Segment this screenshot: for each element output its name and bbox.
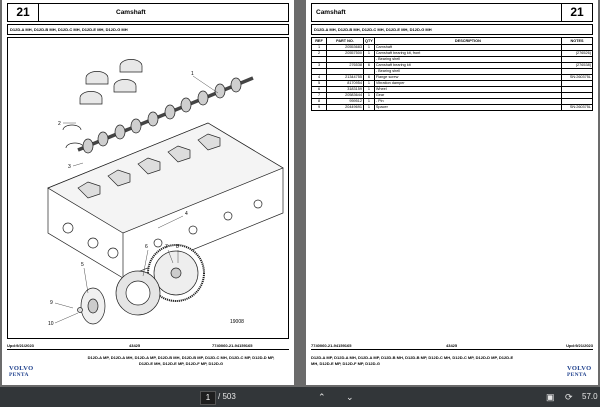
model-list: D12D-A MH, D12D-B MH, D12D-C MH, D12D-E MH, D12D-G MH	[311, 24, 593, 35]
table-row	[312, 105, 593, 111]
cell-ref: 1	[312, 45, 327, 51]
cell-part-no: 276538	[327, 63, 364, 69]
cell-part-no: 959512	[327, 99, 364, 105]
zoom-level[interactable]: 57.0	[582, 392, 598, 401]
cell-qty: 1	[364, 45, 375, 51]
page-footer	[7, 343, 289, 385]
callout-5: 5	[81, 262, 84, 268]
cell-part-no: 20449691	[327, 105, 364, 111]
cell-ref: 9	[312, 105, 327, 111]
page-footer	[311, 343, 593, 385]
page-header	[7, 3, 289, 22]
footer-models: D12D-A MP, D12D-A MH, D12D-A MP, D12D-B MH, D12D-B MP, D12D-C MH, D12D-C MP, D12D-D MP, D12D-E MH, D12D-E MP, D12D-F MP, D12D-G	[87, 355, 275, 366]
section-number: 21	[8, 4, 39, 21]
cell-qty: 1	[364, 87, 375, 93]
cell-description: - Bearing shell	[374, 57, 561, 63]
col-part-no: PART NO.	[327, 38, 364, 45]
right-page	[306, 0, 598, 385]
cell-qty: 6	[364, 63, 375, 69]
callout-9: 9	[50, 300, 53, 306]
cell-ref: 3	[312, 63, 327, 69]
page-title: Camshaft	[316, 9, 346, 16]
callout-2: 2	[58, 121, 61, 127]
cell-qty: 1	[364, 99, 375, 105]
cell-description: Gear	[374, 93, 561, 99]
cell-notes: (276526)	[562, 51, 593, 57]
cell-description: Camshaft bearing kit	[374, 63, 561, 69]
callout-10: 10	[48, 321, 54, 327]
cell-description: - Pin	[374, 99, 561, 105]
cell-ref: 2	[312, 51, 327, 57]
cell-part-no: 20583644	[327, 93, 364, 99]
pdf-viewer-toolbar	[0, 387, 600, 407]
page-number-input[interactable]: 1	[200, 391, 216, 405]
col-ref: REF	[312, 38, 327, 45]
cell-ref: 6	[312, 87, 327, 93]
volvo-penta-logo: VOLVO PENTA	[567, 365, 592, 378]
fit-page-icon[interactable]: ▣	[546, 392, 555, 402]
cell-part-no: 20553683	[327, 45, 364, 51]
cell-qty: 6	[364, 75, 375, 81]
cell-description: - Bearing shell	[374, 69, 561, 75]
cell-notes: SN:260375L	[562, 75, 593, 81]
left-page	[2, 0, 294, 385]
volvo-penta-logo: VOLVO PENTA	[9, 365, 34, 378]
cell-ref: 7	[312, 93, 327, 99]
cell-description: Wheel	[374, 87, 561, 93]
col-qty: QTY	[365, 38, 373, 43]
cell-qty: 1	[364, 93, 375, 99]
table-header-row	[312, 38, 593, 45]
cell-part-no: 20557500	[327, 51, 364, 57]
col-description: DESCRIPTION	[374, 38, 561, 45]
camshaft-illustration	[8, 38, 288, 338]
footer-date: Upd:9/21/2023	[7, 343, 34, 348]
footer-page-number: 43425	[446, 343, 458, 348]
cell-description: Spacer	[374, 105, 561, 111]
cell-part-no: 21344755	[327, 75, 364, 81]
cell-notes: (276538)	[562, 63, 593, 69]
callout-8: 8	[176, 244, 179, 250]
chevron-up-icon[interactable]: ⌃	[318, 392, 326, 402]
cell-qty: 1	[364, 81, 375, 87]
callout-7: 7	[165, 244, 168, 250]
callout-3: 3	[68, 164, 71, 170]
cell-part-no: 3183159	[327, 87, 364, 93]
callout-4: 4	[185, 211, 188, 217]
cell-qty: 1	[364, 105, 375, 111]
footer-page-number: 43425	[129, 343, 141, 348]
cell-ref: 8	[312, 99, 327, 105]
cell-ref: 5	[312, 81, 327, 87]
cell-description: Vibration damper	[374, 81, 561, 87]
illustration-id: 19008	[230, 319, 244, 325]
model-list: D12D-A MH, D12D-B MH, D12D-C MH, D12D-E MH, D12D-G MH	[7, 24, 289, 35]
cell-description: Flange screw	[374, 75, 561, 81]
chevron-down-icon[interactable]: ⌄	[346, 392, 354, 402]
cell-description: Camshaft	[374, 45, 561, 51]
cell-description: Camshaft bearing kit, front	[374, 51, 561, 57]
page-title: Camshaft	[116, 9, 146, 16]
footer-date: Upd:9/21/2023	[566, 343, 593, 348]
page-header	[311, 3, 593, 22]
cell-qty: 1	[364, 51, 375, 57]
cell-ref: 4	[312, 75, 327, 81]
callout-6: 6	[145, 244, 148, 250]
callout-1: 1	[191, 71, 194, 77]
rotate-icon[interactable]: ⟳	[565, 392, 573, 402]
col-notes: NOTES	[562, 38, 593, 45]
section-number: 21	[561, 4, 592, 21]
footer-models: D12D-A MP, D12D-A MH, D12D-A MP, D12D-B MH, D12D-B MP, D12D-C MH, D12D-C MP, D12D-D MP, D12D-E MH, D12D-E MP, D12D-F MP, D12D-G	[311, 355, 514, 366]
parts-table	[311, 37, 593, 111]
footer-doc-ref: 7740060-21-94159165	[212, 343, 253, 348]
footer-doc-ref: 7740060-21-94159165	[311, 343, 352, 348]
cell-part-no: 8170954	[327, 81, 364, 87]
illustration-frame	[7, 37, 289, 339]
cell-notes: SN:260375L	[562, 105, 593, 111]
total-pages: / 503	[218, 392, 236, 401]
